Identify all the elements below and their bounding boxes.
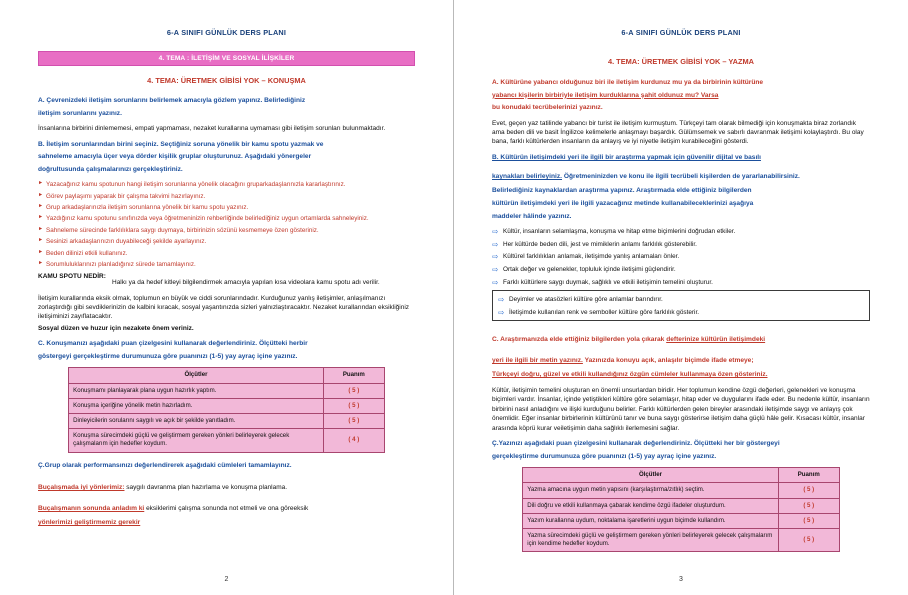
column-header-criteria: Ölçütler bbox=[523, 468, 779, 483]
item-b-line2 bbox=[492, 165, 870, 183]
list-item: ⇨ Her kültürde beden dili, jest ve mimiklerin anlamı farklılık gösterebilir. bbox=[492, 240, 870, 250]
list-item: ⇨ İletişimde kullanılan renk ve semboller kültüre göre farklılık gösterir. bbox=[498, 308, 864, 318]
item-d-text-1: saygılı davranma plan hazırlama ve konuşma planlama. bbox=[124, 484, 288, 492]
boxed-answer-area bbox=[492, 290, 870, 321]
item-a-line2: yabancı kişilerin birbiriyle iletişim kurduklarına şahit oldunuz mu? Varsa bbox=[492, 91, 719, 99]
criterion-cell: Konuşma içeriğine yönelik metin hazırladım. bbox=[69, 398, 324, 413]
list-item: ⇨ Kültürel farklılıkları anlamak, iletişimde yanlış anlamaları önler. bbox=[492, 252, 870, 262]
kamu-spotu-note-title: KAMU SPOTU NEDİR: bbox=[38, 272, 106, 280]
criterion-cell: Yazım kurallarına uydum, noktalama işaretlerini uygun biçimde kullandım. bbox=[523, 513, 779, 528]
criterion-cell: Yazma amacına uygun metin yapısını (karşılaştırma/zıtlık) seçtim. bbox=[523, 483, 779, 498]
score-cell[interactable]: ( 5 ) bbox=[778, 528, 839, 551]
item-d-line2 bbox=[38, 476, 415, 494]
list-item: ► Beden dilinizi etkili kullanınız. bbox=[38, 249, 415, 258]
list-item: ► Görev paylaşımı yaparak bir çalışma takvimi hazırlayınız. bbox=[38, 192, 415, 201]
page-header: 6-A SINIFI GÜNLÜK DERS PLANI bbox=[621, 28, 741, 37]
item-c-line3: Türkçeyi doğru, güzel ve etkili kullandığınız özgün cümleler kullanmaya özen gösteriniz. bbox=[492, 371, 768, 379]
score-cell[interactable]: ( 5 ) bbox=[323, 383, 384, 398]
criterion-cell: Yazma sürecimdeki güçlü ve geliştirmem gereken yönleri belirleyerek gelecek çalışmalarım için kendime hedefler koydum. bbox=[523, 528, 779, 551]
item-b-paragraph: İletişim kurallarında eksik olmak, toplumun en büyük ve ciddi sorunlarındadır. Kurduğunuz yanlış iletişimler, anlaşılmanızı zorlaştırdığı gibi sevdiklerinizin de kalbini kıracak, sosyal yaşantınızda sizleri yalnızlaştıracaktır. Nezaket kurallarından eksikliğiniz iletişiminizi zayıflatacaktır. bbox=[38, 294, 410, 321]
item-b-line1: B. İletişim sorunlarından birini seçiniz. Seçtiğiniz soruna yönelik bir kamu spotu yazmak ve bbox=[38, 140, 324, 148]
rubric-table-left bbox=[68, 367, 385, 452]
score-cell[interactable]: ( 5 ) bbox=[778, 498, 839, 513]
item-b-line2-underlined: kaynakları belirleyiniz. bbox=[492, 173, 563, 181]
item-b-line1: B. Kültürün iletişimdeki yeri ile ilgili bir araştırma yapmak için güvenilir dijital ve basılı bbox=[492, 153, 761, 161]
list-item: ► Sesinizi arkadaşlarınızın duyabileceği şekilde ayarlayınız. bbox=[38, 237, 415, 246]
item-b-line3: Belirlediğiniz kaynaklardan araştırma yapınız. Araştırmada elde ettiğiniz bilgilerden bbox=[492, 187, 752, 195]
item-d-line1: Ç.Grup olarak performansınızı değerlendirerek aşağıdaki cümleleri tamamlayınız. bbox=[38, 461, 292, 469]
item-c-line2 bbox=[492, 349, 870, 367]
page-number-right: 3 bbox=[679, 576, 683, 583]
page-number-left: 2 bbox=[224, 576, 229, 583]
item-c-line2-plain: Yazınızda konuyu açık, anlaşılır biçimde ifade etmeye; bbox=[582, 357, 754, 365]
table-row bbox=[69, 429, 385, 452]
score-cell[interactable]: ( 5 ) bbox=[323, 413, 384, 428]
column-header-criteria: Ölçütler bbox=[69, 368, 324, 383]
item-b-line5: maddeler hâlinde yazınız. bbox=[492, 212, 572, 220]
table-row bbox=[69, 383, 385, 398]
criterion-cell: Konuşmamı planlayarak plana uygun hazırlık yaptım. bbox=[69, 383, 324, 398]
item-c-line1-plain: C. Araştırmanızda elde ettiğiniz bilgilerden yola çıkarak bbox=[492, 336, 667, 344]
column-header-score: Puanım bbox=[323, 368, 384, 383]
list-item: ► Sorumluluklarınızı planladığınız sürede tamamlayınız. bbox=[38, 260, 415, 269]
item-b-line2-rest: Öğretmeninizden ve konu ile ilgili tecrübeli kişilerden de yararlanabilirsiniz. bbox=[562, 173, 800, 181]
item-c-line1-underlined: defterinize kültürün iletişimdeki bbox=[666, 336, 766, 344]
item-c-line2-underlined: yeri ile ilgili bir metin yazınız. bbox=[492, 357, 583, 365]
item-b-line3: doğrultusunda çalışmalarınızı gerçekleştiriniz. bbox=[38, 165, 183, 173]
item-d-line3 bbox=[38, 497, 415, 515]
item-b-line4: kültürün iletişimdeki yeri ile ilgili yazacağınız metinde kullanabileceklerinizi aşağıya bbox=[492, 200, 754, 207]
table-row bbox=[523, 483, 840, 498]
item-d-label-1: Buçalışmada iyi yönlerimiz: bbox=[38, 484, 125, 492]
item-b-line2: sahneleme amacıyla üçer veya dörder kişilik gruplar oluşturunuz. Aşağıdaki yönergeler bbox=[38, 153, 312, 161]
item-c-line1: C. Konuşmanızı aşağıdaki puan çizelgesini kullanarak değerlendiriniz. Ölçütteki herbir bbox=[38, 340, 308, 348]
table-row bbox=[523, 528, 840, 551]
score-cell[interactable]: ( 5 ) bbox=[778, 483, 839, 498]
list-item: ⇨ Ortak değer ve gelenekler, topluluk içinde iletişimi güçlendirir. bbox=[492, 265, 870, 275]
criterion-cell: Dinleyicilerin sorularını saygılı ve açık bir şekilde yanıtladım. bbox=[69, 413, 324, 428]
criterion-cell: Konuşma sürecimdeki güçlü ve geliştirmem gereken yönleri belirleyerek gelecek çalışmalarım için hedefler koydum. bbox=[69, 429, 324, 452]
item-a-line2: iletişim sorunlarını yazınız. bbox=[38, 109, 122, 117]
item-a-line1: A. Kültürüne yabancı olduğunuz biri ile iletişim kurdunuz mu ya da birbirinin kültürüne bbox=[492, 79, 764, 86]
item-c-body: Kültür, iletişimin temelini oluşturan en önemli unsurlardan biridir. Her toplumun kendine özgü değerleri, gelenekleri ve konuşma biçimleri vardır. İnsanlar, içinde yetiştikleri kültüre göre selamlaşır, hitap eder ve duygularını ifade eder. Bu nedenle kültür, insanların birbirini nasıl anladığını ve ilişki kurduğunu belirler. Farklı kültürlerden gelen bireyler arasındaki iletişimde saygı ve anlayış çok önemlidir. Eğer insanlar birbirlerinin kültürünü tanır ve buna saygı gösterirse iletişim daha güçlü hâle gelir. Kısacası kültür, insanlar arasında köprü kurar veiletişimin daha sağlıklı ilerlemesini sağlar. bbox=[492, 386, 870, 432]
page-header: 6-A SINIFI GÜNLÜK DERS PLANI bbox=[166, 28, 287, 37]
table-header-row bbox=[69, 368, 385, 383]
table-header-row bbox=[523, 468, 840, 483]
column-header-score: Puanım bbox=[778, 468, 839, 483]
page-title: 4. TEMA: ÜRETMEK GİBİSİ YOK – YAZMA bbox=[607, 57, 755, 66]
item-c-line1 bbox=[492, 328, 870, 346]
item-b-paragraph-bold: Sosyal düzen ve huzur için nezakete önem veriniz. bbox=[38, 324, 194, 332]
item-a-body: Evet, geçen yaz tatilinde yabancı bir turist ile iletişim kurmuştum. Türkçeyi tam olarak bilmediği için konuşmakta biraz zorlandık ama beden dili ve basit İngilizce kelimelerle anlaşmayı başardık. Gülümsemek ve sabırlı davranmak iletişimi kolaylaştırdı. Bu olay bana, farklı kültürlerden insanların da anlayış ve iyi niyetle iletişim kurabileceğini gösterdi. bbox=[492, 119, 864, 146]
item-d-line4: yönlerimizi geliştirmemiz gerekir bbox=[38, 519, 141, 527]
table-row bbox=[523, 498, 840, 513]
item-b-bullet-list bbox=[38, 180, 415, 270]
rubric-table-right bbox=[522, 467, 840, 552]
list-item: ⇨ Kültür, insanların selamlaşma, konuşma ve hitap etme biçimlerini doğrudan etkiler. bbox=[492, 227, 870, 237]
item-d-text-2: eksiklerimi çalışma sonunda not etmeli ve ona göreeksik bbox=[144, 505, 309, 513]
page-title: 4. TEMA: ÜRETMEK GİBİSİ YOK – KONUŞMA bbox=[147, 76, 306, 85]
list-item: ► Yazdığınız kamu spotunu sınıfınızda veya öğretmeninizin rehberliğinde belirlediğiniz uygun ortamlarda sahneleyiniz. bbox=[38, 214, 415, 223]
kamu-spotu-note-text: Halkı ya da hedef kitleyi bilgilendirmek amacıyla yapılan kısa videolara kamu spotu adı verilir. bbox=[112, 279, 380, 287]
list-item: ► Grup arkadaşlarınızla iletişim sorunlarına yönelik bir kamu spotu yazınız. bbox=[38, 203, 415, 212]
item-c-line2: göstergeyi gerçekleştirme durumunuza göre puanınızı (1-5) yay ayraç içine yazınız. bbox=[38, 352, 298, 360]
score-cell[interactable]: ( 4 ) bbox=[323, 429, 384, 452]
item-a-line3: bu konudaki tecrübelerinizi yazınız. bbox=[492, 104, 603, 112]
table-row bbox=[69, 413, 385, 428]
item-b-bullet-list bbox=[492, 227, 870, 287]
criterion-cell: Dili doğru ve etkili kullanmaya çabarak kendime özgü ifadeler oluşturdum. bbox=[523, 498, 779, 513]
item-d-label-2: Buçalışmanın sonunda anladım ki bbox=[38, 505, 145, 513]
theme-banner: 4. TEMA : İLETİŞİM VE SOSYAL İLİŞKİLER bbox=[38, 51, 415, 66]
page-right bbox=[454, 0, 908, 595]
item-d-line1: Ç.Yazınızı aşağıdaki puan çizelgesini kullanarak değerlendiriniz. Ölçütteki her bir göstergeyi bbox=[492, 440, 780, 448]
item-a-body: İnsanlarına birbirini dinlememesi, empati yapmaması, nezaket kurallarına uymaması gibi iletişim sorunları bulunmaktadır. bbox=[38, 125, 386, 133]
list-item: ⇨ Deyimler ve atasözleri kültüre göre anlamlar barındırır. bbox=[498, 295, 864, 305]
item-a-line1: A. Çevrenizdeki iletişim sorunlarını belirlemek amacıyla gözlem yapınız. Belirlediğiniz bbox=[38, 97, 306, 104]
score-cell[interactable]: ( 5 ) bbox=[323, 398, 384, 413]
score-cell[interactable]: ( 5 ) bbox=[778, 513, 839, 528]
table-row bbox=[69, 398, 385, 413]
list-item: ► Yazacağınız kamu spotunun hangi iletişim sorunlarına yönelik olacağını gruparkadaşlarınızla kararlaştırınız. bbox=[38, 180, 415, 189]
item-d-line2: gerçekleştirme durumunuza göre puanınızı (1-5) yay ayraç içine yazınız. bbox=[492, 452, 717, 460]
list-item: ► Sahneleme sürecinde farklılıklara saygı duymaya, birbirinizin sözünü kesmemeye özen gösteriniz. bbox=[38, 226, 415, 235]
table-row bbox=[523, 513, 840, 528]
list-item: ⇨ Farklı kültürlere saygı duymak, sağlıklı ve etkili iletişimin temelini oluşturur. bbox=[492, 278, 870, 288]
